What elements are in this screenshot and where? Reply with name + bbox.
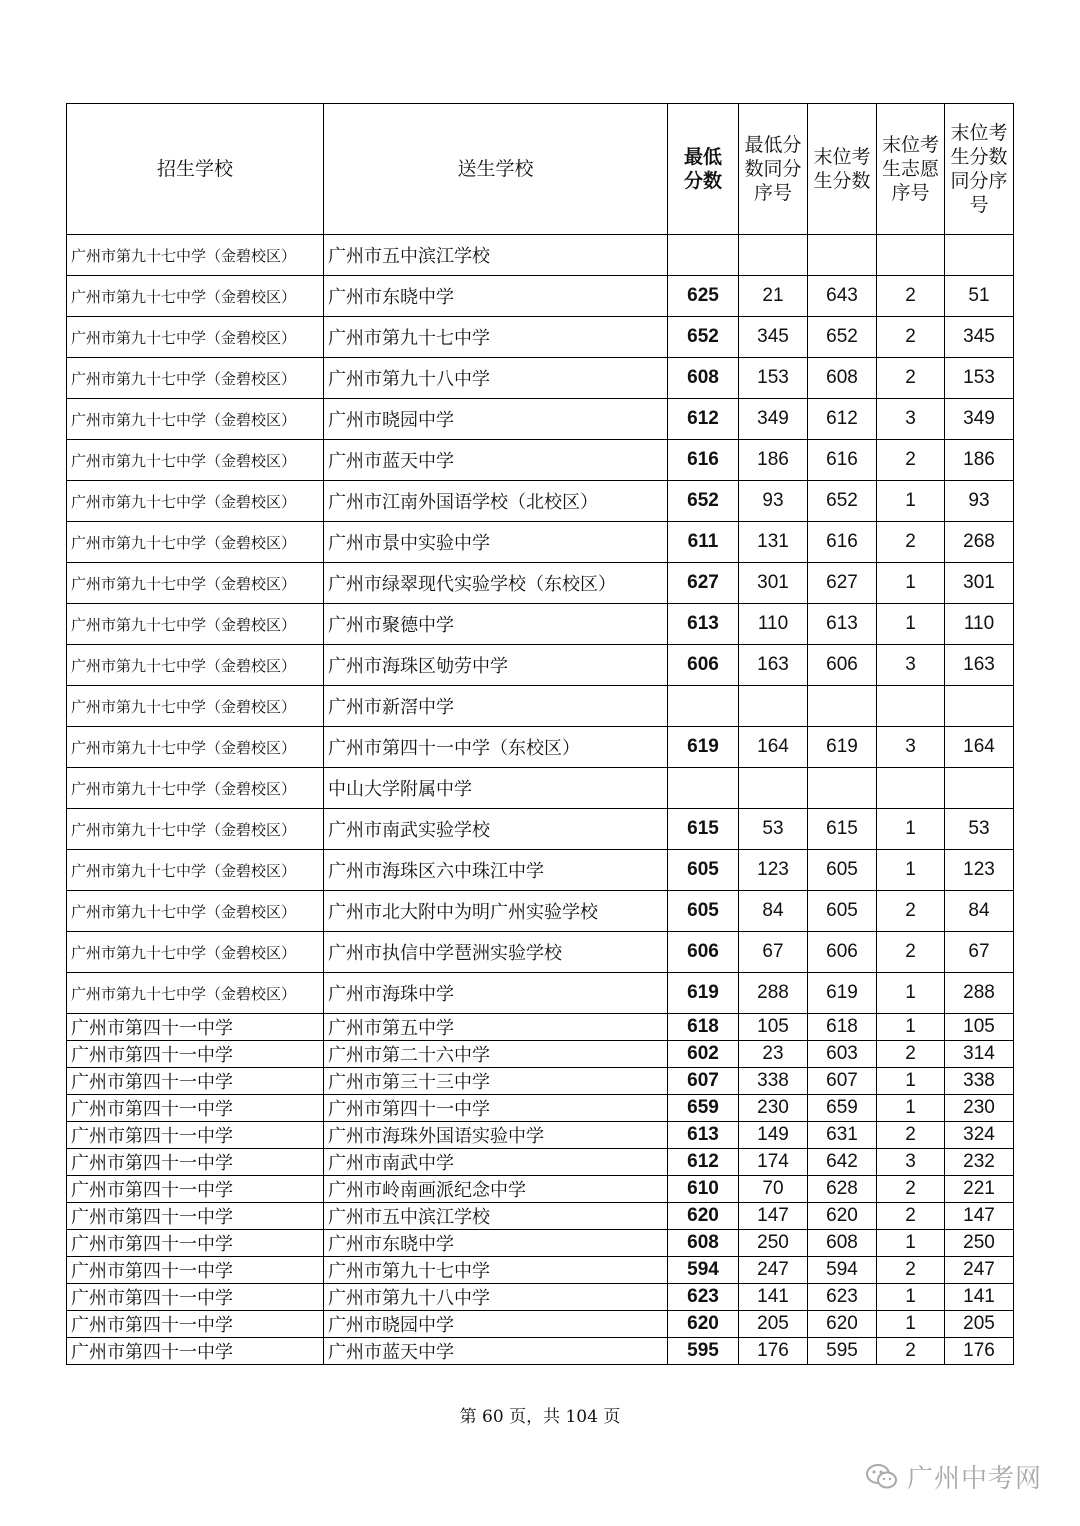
cell-admit-school: 广州市第四十一中学 xyxy=(67,1284,324,1311)
cell-last-rank: 247 xyxy=(945,1257,1014,1284)
cell-send-school: 广州市第四十一中学（东校区） xyxy=(324,727,668,768)
cell-last-score: 616 xyxy=(808,522,877,563)
cell-send-school: 广州市江南外国语学校（北校区） xyxy=(324,481,668,522)
cell-min-rank xyxy=(739,235,808,276)
cell-min-score xyxy=(668,686,739,727)
header-last-score xyxy=(808,104,877,235)
table-row xyxy=(67,1203,1014,1230)
cell-min-rank: 123 xyxy=(739,850,808,891)
cell-last-rank: 105 xyxy=(945,1014,1014,1041)
cell-last-wish xyxy=(877,686,945,727)
cell-last-rank: 147 xyxy=(945,1203,1014,1230)
cell-admit-school: 广州市第九十七中学（金碧校区） xyxy=(67,850,324,891)
cell-last-score: 608 xyxy=(808,358,877,399)
cell-send-school: 广州市晓园中学 xyxy=(324,399,668,440)
cell-last-score xyxy=(808,768,877,809)
cell-last-rank: 123 xyxy=(945,850,1014,891)
table-row xyxy=(67,481,1014,522)
cell-send-school: 广州市第九十八中学 xyxy=(324,358,668,399)
cell-last-wish: 1 xyxy=(877,563,945,604)
cell-last-wish: 2 xyxy=(877,891,945,932)
cell-min-score: 602 xyxy=(668,1041,739,1068)
cell-last-wish: 2 xyxy=(877,1338,945,1365)
cell-min-score: 594 xyxy=(668,1257,739,1284)
cell-last-wish: 1 xyxy=(877,1095,945,1122)
cell-admit-school: 广州市第九十七中学（金碧校区） xyxy=(67,563,324,604)
cell-last-rank: 250 xyxy=(945,1230,1014,1257)
cell-last-rank xyxy=(945,768,1014,809)
cell-last-rank: 93 xyxy=(945,481,1014,522)
cell-min-score: 612 xyxy=(668,399,739,440)
cell-last-wish: 2 xyxy=(877,358,945,399)
cell-last-score: 606 xyxy=(808,932,877,973)
cell-last-score: 620 xyxy=(808,1203,877,1230)
table-row xyxy=(67,1014,1014,1041)
cell-send-school: 广州市海珠区劬劳中学 xyxy=(324,645,668,686)
table-row xyxy=(67,1149,1014,1176)
cell-last-score: 623 xyxy=(808,1284,877,1311)
cell-last-wish: 3 xyxy=(877,645,945,686)
table-row xyxy=(67,1176,1014,1203)
cell-min-score: 607 xyxy=(668,1068,739,1095)
cell-send-school: 广州市东晓中学 xyxy=(324,276,668,317)
cell-admit-school: 广州市第九十七中学（金碧校区） xyxy=(67,481,324,522)
cell-admit-school: 广州市第九十七中学（金碧校区） xyxy=(67,317,324,358)
cell-min-score: 620 xyxy=(668,1311,739,1338)
cell-min-rank: 21 xyxy=(739,276,808,317)
header-min-score xyxy=(668,104,739,235)
cell-send-school: 广州市海珠外国语实验中学 xyxy=(324,1122,668,1149)
cell-min-score: 620 xyxy=(668,1203,739,1230)
cell-admit-school: 广州市第四十一中学 xyxy=(67,1230,324,1257)
cell-min-rank: 247 xyxy=(739,1257,808,1284)
cell-last-score xyxy=(808,235,877,276)
table-row xyxy=(67,727,1014,768)
cell-last-rank: 232 xyxy=(945,1149,1014,1176)
cell-last-rank: 153 xyxy=(945,358,1014,399)
cell-min-rank: 176 xyxy=(739,1338,808,1365)
table-row xyxy=(67,1311,1014,1338)
cell-send-school: 广州市第五中学 xyxy=(324,1014,668,1041)
cell-admit-school: 广州市第九十七中学（金碧校区） xyxy=(67,809,324,850)
cell-admit-school: 广州市第九十七中学（金碧校区） xyxy=(67,440,324,481)
table-row xyxy=(67,1284,1014,1311)
header-last-rank xyxy=(945,104,1014,235)
header-min-score-text: 最低分数 xyxy=(683,146,722,192)
table-row xyxy=(67,235,1014,276)
cell-last-rank: 53 xyxy=(945,809,1014,850)
table-row xyxy=(67,850,1014,891)
header-last-wish-text: 末位考生志愿序号 xyxy=(881,134,939,204)
cell-send-school: 广州市蓝天中学 xyxy=(324,440,668,481)
cell-last-wish: 2 xyxy=(877,522,945,563)
cell-admit-school: 广州市第九十七中学（金碧校区） xyxy=(67,727,324,768)
header-min-rank-text: 最低分数同分序号 xyxy=(744,134,802,204)
cell-last-score: 595 xyxy=(808,1338,877,1365)
cell-send-school: 广州市南武实验学校 xyxy=(324,809,668,850)
cell-admit-school: 广州市第四十一中学 xyxy=(67,1203,324,1230)
cell-min-score: 659 xyxy=(668,1095,739,1122)
cell-last-wish: 2 xyxy=(877,1203,945,1230)
watermark-text: 广州中考网 xyxy=(906,1464,1042,1494)
cell-last-score: 594 xyxy=(808,1257,877,1284)
cell-last-score: 613 xyxy=(808,604,877,645)
cell-last-score: 619 xyxy=(808,727,877,768)
cell-last-score: 615 xyxy=(808,809,877,850)
table-row xyxy=(67,604,1014,645)
cell-admit-school: 广州市第四十一中学 xyxy=(67,1122,324,1149)
cell-min-score: 612 xyxy=(668,1149,739,1176)
table-row xyxy=(67,276,1014,317)
cell-last-score: 608 xyxy=(808,1230,877,1257)
cell-last-rank: 163 xyxy=(945,645,1014,686)
cell-min-score: 618 xyxy=(668,1014,739,1041)
cell-last-rank: 268 xyxy=(945,522,1014,563)
cell-last-wish: 1 xyxy=(877,973,945,1014)
table-row xyxy=(67,809,1014,850)
cell-last-score: 607 xyxy=(808,1068,877,1095)
table-row xyxy=(67,768,1014,809)
cell-last-wish: 2 xyxy=(877,1176,945,1203)
cell-min-score: 605 xyxy=(668,891,739,932)
cell-min-score: 616 xyxy=(668,440,739,481)
cell-min-score: 619 xyxy=(668,727,739,768)
cell-min-rank: 23 xyxy=(739,1041,808,1068)
cell-last-score: 652 xyxy=(808,481,877,522)
cell-send-school: 广州市五中滨江学校 xyxy=(324,1203,668,1230)
cell-send-school: 广州市第九十七中学 xyxy=(324,317,668,358)
table-row xyxy=(67,563,1014,604)
table-row xyxy=(67,1041,1014,1068)
cell-send-school: 广州市海珠中学 xyxy=(324,973,668,1014)
cell-send-school: 广州市执信中学琶洲实验学校 xyxy=(324,932,668,973)
cell-admit-school: 广州市第四十一中学 xyxy=(67,1068,324,1095)
cell-admit-school: 广州市第四十一中学 xyxy=(67,1311,324,1338)
cell-send-school: 广州市南武中学 xyxy=(324,1149,668,1176)
cell-last-score xyxy=(808,686,877,727)
cell-last-wish: 2 xyxy=(877,1122,945,1149)
table-row xyxy=(67,399,1014,440)
cell-min-score: 605 xyxy=(668,850,739,891)
cell-min-rank: 131 xyxy=(739,522,808,563)
page-number: 第 60 页，共 104 页 xyxy=(459,1407,621,1427)
cell-admit-school: 广州市第四十一中学 xyxy=(67,1257,324,1284)
cell-min-rank: 174 xyxy=(739,1149,808,1176)
cell-send-school: 广州市第四十一中学 xyxy=(324,1095,668,1122)
cell-last-wish xyxy=(877,768,945,809)
cell-min-rank: 93 xyxy=(739,481,808,522)
cell-min-score: 608 xyxy=(668,1230,739,1257)
table-row xyxy=(67,1230,1014,1257)
cell-last-score: 606 xyxy=(808,645,877,686)
cell-min-score: 652 xyxy=(668,481,739,522)
cell-last-wish: 1 xyxy=(877,850,945,891)
cell-min-score: 652 xyxy=(668,317,739,358)
cell-last-wish: 1 xyxy=(877,1284,945,1311)
cell-last-score: 628 xyxy=(808,1176,877,1203)
cell-min-score: 615 xyxy=(668,809,739,850)
cell-last-score: 619 xyxy=(808,973,877,1014)
cell-last-rank: 186 xyxy=(945,440,1014,481)
cell-admit-school: 广州市第四十一中学 xyxy=(67,1338,324,1365)
table-body xyxy=(67,235,1014,1365)
cell-last-wish xyxy=(877,235,945,276)
cell-admit-school: 广州市第九十七中学（金碧校区） xyxy=(67,399,324,440)
cell-min-score: 627 xyxy=(668,563,739,604)
cell-admit-school: 广州市第九十七中学（金碧校区） xyxy=(67,235,324,276)
cell-min-rank: 164 xyxy=(739,727,808,768)
cell-min-rank: 67 xyxy=(739,932,808,973)
table-row xyxy=(67,891,1014,932)
table-header-row xyxy=(67,104,1014,235)
cell-last-wish: 2 xyxy=(877,932,945,973)
cell-min-rank: 84 xyxy=(739,891,808,932)
cell-last-wish: 2 xyxy=(877,276,945,317)
cell-min-rank: 301 xyxy=(739,563,808,604)
cell-last-rank: 176 xyxy=(945,1338,1014,1365)
cell-min-score: 595 xyxy=(668,1338,739,1365)
table-row xyxy=(67,973,1014,1014)
cell-min-rank: 230 xyxy=(739,1095,808,1122)
cell-min-rank: 349 xyxy=(739,399,808,440)
cell-last-rank: 345 xyxy=(945,317,1014,358)
cell-last-rank xyxy=(945,686,1014,727)
cell-send-school: 中山大学附属中学 xyxy=(324,768,668,809)
cell-send-school: 广州市第二十六中学 xyxy=(324,1041,668,1068)
cell-admit-school: 广州市第九十七中学（金碧校区） xyxy=(67,645,324,686)
cell-last-rank: 84 xyxy=(945,891,1014,932)
cell-send-school: 广州市海珠区六中珠江中学 xyxy=(324,850,668,891)
table-row xyxy=(67,317,1014,358)
cell-admit-school: 广州市第四十一中学 xyxy=(67,1014,324,1041)
cell-min-score xyxy=(668,235,739,276)
header-min-rank xyxy=(739,104,808,235)
cell-send-school: 广州市第三十三中学 xyxy=(324,1068,668,1095)
cell-send-school: 广州市景中实验中学 xyxy=(324,522,668,563)
cell-last-wish: 2 xyxy=(877,317,945,358)
table-row xyxy=(67,1095,1014,1122)
cell-admit-school: 广州市第九十七中学（金碧校区） xyxy=(67,686,324,727)
cell-last-wish: 2 xyxy=(877,1257,945,1284)
table-row xyxy=(67,1068,1014,1095)
cell-min-rank: 338 xyxy=(739,1068,808,1095)
cell-last-rank: 230 xyxy=(945,1095,1014,1122)
cell-last-rank: 67 xyxy=(945,932,1014,973)
table-row xyxy=(67,1338,1014,1365)
cell-min-score xyxy=(668,768,739,809)
cell-send-school: 广州市绿翠现代实验学校（东校区） xyxy=(324,563,668,604)
cell-last-score: 631 xyxy=(808,1122,877,1149)
cell-last-score: 605 xyxy=(808,850,877,891)
cell-last-score: 652 xyxy=(808,317,877,358)
table-row xyxy=(67,440,1014,481)
cell-min-score: 623 xyxy=(668,1284,739,1311)
cell-min-rank xyxy=(739,768,808,809)
cell-last-rank: 301 xyxy=(945,563,1014,604)
table-row xyxy=(67,1122,1014,1149)
cell-last-rank: 51 xyxy=(945,276,1014,317)
table-row xyxy=(67,522,1014,563)
cell-last-wish: 1 xyxy=(877,1311,945,1338)
cell-last-rank: 205 xyxy=(945,1311,1014,1338)
cell-last-wish: 1 xyxy=(877,1230,945,1257)
cell-last-score: 643 xyxy=(808,276,877,317)
cell-last-score: 603 xyxy=(808,1041,877,1068)
cell-admit-school: 广州市第九十七中学（金碧校区） xyxy=(67,522,324,563)
header-admit-school: 招生学校 xyxy=(67,104,324,235)
cell-min-score: 610 xyxy=(668,1176,739,1203)
cell-last-rank: 324 xyxy=(945,1122,1014,1149)
header-send-school: 送生学校 xyxy=(324,104,668,235)
cell-last-score: 612 xyxy=(808,399,877,440)
cell-min-score: 611 xyxy=(668,522,739,563)
cell-min-rank: 110 xyxy=(739,604,808,645)
table-row xyxy=(67,645,1014,686)
cell-admit-school: 广州市第九十七中学（金碧校区） xyxy=(67,604,324,645)
wechat-icon xyxy=(865,1462,899,1492)
cell-send-school: 广州市新滘中学 xyxy=(324,686,668,727)
cell-min-rank: 105 xyxy=(739,1014,808,1041)
cell-admit-school: 广州市第九十七中学（金碧校区） xyxy=(67,973,324,1014)
cell-last-wish: 3 xyxy=(877,399,945,440)
cell-min-score: 606 xyxy=(668,932,739,973)
cell-last-wish: 1 xyxy=(877,481,945,522)
cell-send-school: 广州市晓园中学 xyxy=(324,1311,668,1338)
cell-last-score: 616 xyxy=(808,440,877,481)
cell-last-wish: 2 xyxy=(877,1041,945,1068)
cell-min-rank: 53 xyxy=(739,809,808,850)
cell-min-rank: 186 xyxy=(739,440,808,481)
header-last-score-text: 末位考生分数 xyxy=(813,146,871,192)
admission-score-table xyxy=(66,103,1014,1365)
cell-last-wish: 1 xyxy=(877,604,945,645)
cell-admit-school: 广州市第九十七中学（金碧校区） xyxy=(67,276,324,317)
cell-last-score: 659 xyxy=(808,1095,877,1122)
cell-min-score: 608 xyxy=(668,358,739,399)
cell-min-rank: 149 xyxy=(739,1122,808,1149)
cell-last-rank: 314 xyxy=(945,1041,1014,1068)
table-row xyxy=(67,932,1014,973)
cell-admit-school: 广州市第九十七中学（金碧校区） xyxy=(67,768,324,809)
cell-admit-school: 广州市第四十一中学 xyxy=(67,1149,324,1176)
cell-last-score: 618 xyxy=(808,1014,877,1041)
cell-min-rank: 141 xyxy=(739,1284,808,1311)
cell-min-rank: 70 xyxy=(739,1176,808,1203)
cell-last-wish: 3 xyxy=(877,1149,945,1176)
cell-send-school: 广州市北大附中为明广州实验学校 xyxy=(324,891,668,932)
cell-admit-school: 广州市第四十一中学 xyxy=(67,1176,324,1203)
cell-last-score: 627 xyxy=(808,563,877,604)
cell-last-rank: 288 xyxy=(945,973,1014,1014)
cell-admit-school: 广州市第九十七中学（金碧校区） xyxy=(67,891,324,932)
cell-last-score: 642 xyxy=(808,1149,877,1176)
cell-min-rank: 205 xyxy=(739,1311,808,1338)
cell-admit-school: 广州市第九十七中学（金碧校区） xyxy=(67,358,324,399)
cell-last-wish: 3 xyxy=(877,727,945,768)
cell-min-rank: 147 xyxy=(739,1203,808,1230)
cell-last-rank: 221 xyxy=(945,1176,1014,1203)
cell-last-wish: 2 xyxy=(877,440,945,481)
cell-min-rank: 345 xyxy=(739,317,808,358)
cell-last-rank: 164 xyxy=(945,727,1014,768)
cell-last-score: 620 xyxy=(808,1311,877,1338)
cell-min-score: 619 xyxy=(668,973,739,1014)
table-row xyxy=(67,1257,1014,1284)
cell-last-wish: 1 xyxy=(877,809,945,850)
cell-last-rank: 141 xyxy=(945,1284,1014,1311)
cell-last-rank: 349 xyxy=(945,399,1014,440)
cell-admit-school: 广州市第四十一中学 xyxy=(67,1041,324,1068)
cell-min-rank: 288 xyxy=(739,973,808,1014)
cell-admit-school: 广州市第四十一中学 xyxy=(67,1095,324,1122)
cell-send-school: 广州市蓝天中学 xyxy=(324,1338,668,1365)
table-row xyxy=(67,686,1014,727)
cell-send-school: 广州市东晓中学 xyxy=(324,1230,668,1257)
cell-send-school: 广州市五中滨江学校 xyxy=(324,235,668,276)
cell-min-rank: 163 xyxy=(739,645,808,686)
cell-send-school: 广州市第九十八中学 xyxy=(324,1284,668,1311)
cell-min-score: 613 xyxy=(668,1122,739,1149)
cell-send-school: 广州市岭南画派纪念中学 xyxy=(324,1176,668,1203)
cell-last-rank: 338 xyxy=(945,1068,1014,1095)
cell-min-rank: 153 xyxy=(739,358,808,399)
cell-min-rank: 250 xyxy=(739,1230,808,1257)
cell-last-wish: 1 xyxy=(877,1068,945,1095)
cell-min-rank xyxy=(739,686,808,727)
cell-min-score: 613 xyxy=(668,604,739,645)
cell-admit-school: 广州市第九十七中学（金碧校区） xyxy=(67,932,324,973)
watermark xyxy=(865,1458,1042,1495)
cell-send-school: 广州市聚德中学 xyxy=(324,604,668,645)
cell-last-rank xyxy=(945,235,1014,276)
table-row xyxy=(67,358,1014,399)
cell-last-score: 605 xyxy=(808,891,877,932)
cell-last-wish: 1 xyxy=(877,1014,945,1041)
cell-send-school: 广州市第九十七中学 xyxy=(324,1257,668,1284)
header-last-wish xyxy=(877,104,945,235)
cell-min-score: 606 xyxy=(668,645,739,686)
cell-min-score: 625 xyxy=(668,276,739,317)
header-last-rank-text: 末位考生分数同分序号 xyxy=(950,122,1008,216)
cell-last-rank: 110 xyxy=(945,604,1014,645)
